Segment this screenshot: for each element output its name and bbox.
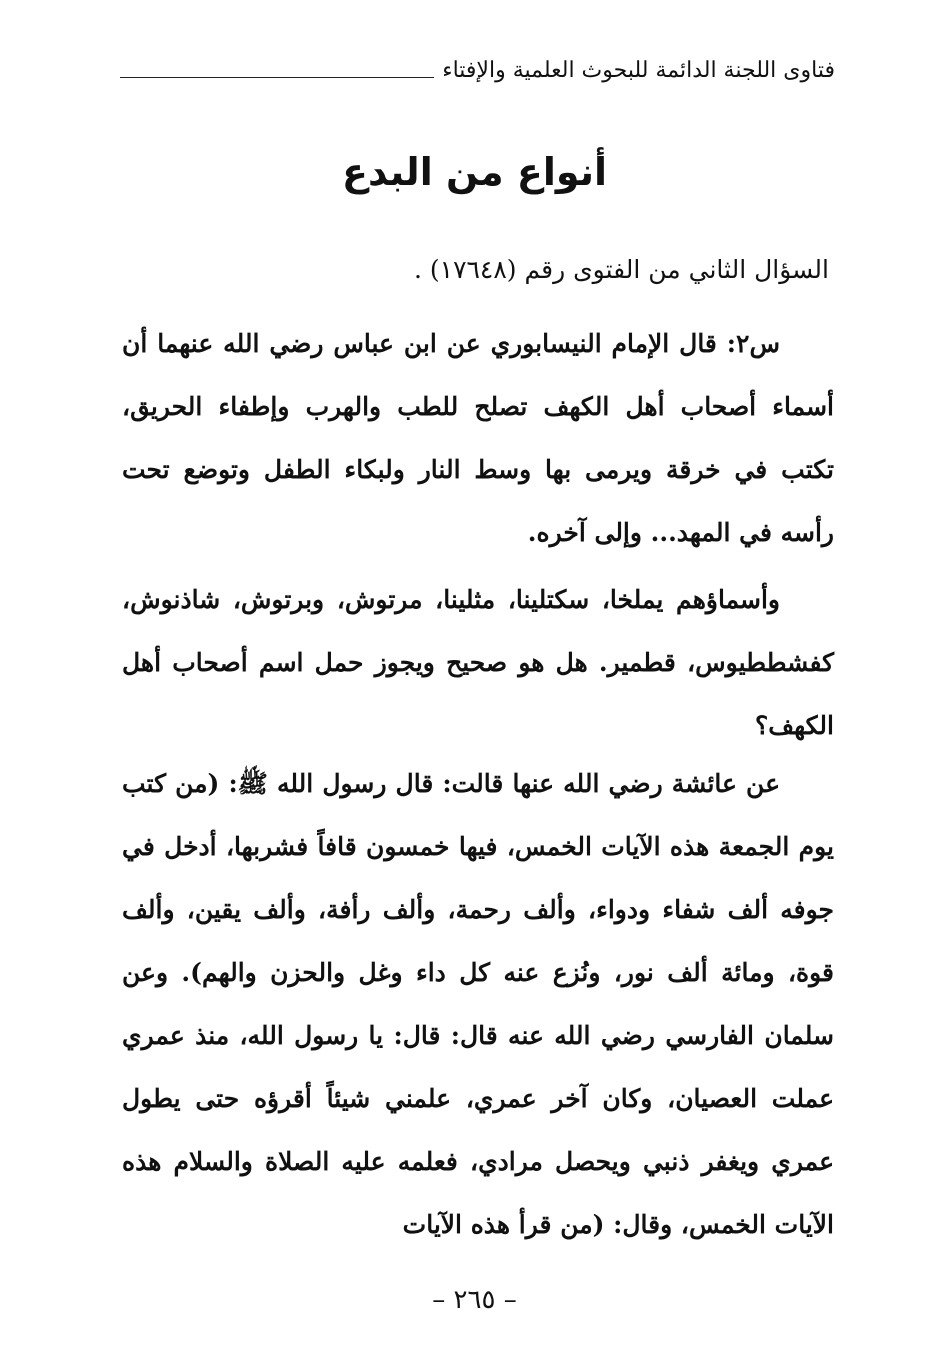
hadith-paragraph <box>122 752 834 1256</box>
page-number: – ٢٦٥ – <box>432 1285 517 1315</box>
fatwa-question-reference: السؤال الثاني من الفتوى رقم (١٧٦٤٨) . <box>413 255 829 284</box>
running-header-title: فتاوى اللجنة الدائمة للبحوث العلمية والإفتاء <box>442 57 835 83</box>
running-header <box>120 50 835 90</box>
question-paragraph <box>122 312 834 564</box>
section-title: أنواع من البدع <box>342 150 607 194</box>
names-paragraph <box>122 568 834 757</box>
hadith-text: عن عائشة رضي الله عنها قالت: قال رسول الله ﷺ: (من كتب يوم الجمعة هذه الآيات الخمس، فيها خمسون قافاً فشربها، أدخل في جوفه ألف شفاء ودواء، وألف رحمة، وألف رأفة، وألف يقين، وألف قوة، ومائة ألف نور، ونُزع عنه كل داء وغل والحزن والهم). وعن سلمان الفارسي رضي الله عنه قال: قال: يا رسول الله، منذ عمري عملت العصيان، وكان آخر عمري، علمني شيئاً أقرؤه حتى يطول عمري ويغفر ذنبي ويحصل مرادي، فعلمه عليه الصلاة والسلام هذه الآيات الخمس، وقال: (من قرأ هذه الآيات <box>122 769 834 1239</box>
question-text: س٢: قال الإمام النيسابوري عن ابن عباس رضي الله عنهما أن أسماء أصحاب أهل الكهف تصلح للطب والهرب وإطفاء الحريق، تكتب في خرقة ويرمى بها وسط النار ولبكاء الطفل وتوضع تحت رأسه في المهد... وإلى آخره. <box>122 329 834 547</box>
names-text: وأسماؤهم يملخا، سكتلينا، مثلينا، مرتوش، وبرتوش، شاذنوش، كفشططيوس، قطمير. هل هو صحيح ويجوز حمل اسم أصحاب أهل الكهف؟ <box>122 585 834 740</box>
header-rule <box>120 77 434 78</box>
